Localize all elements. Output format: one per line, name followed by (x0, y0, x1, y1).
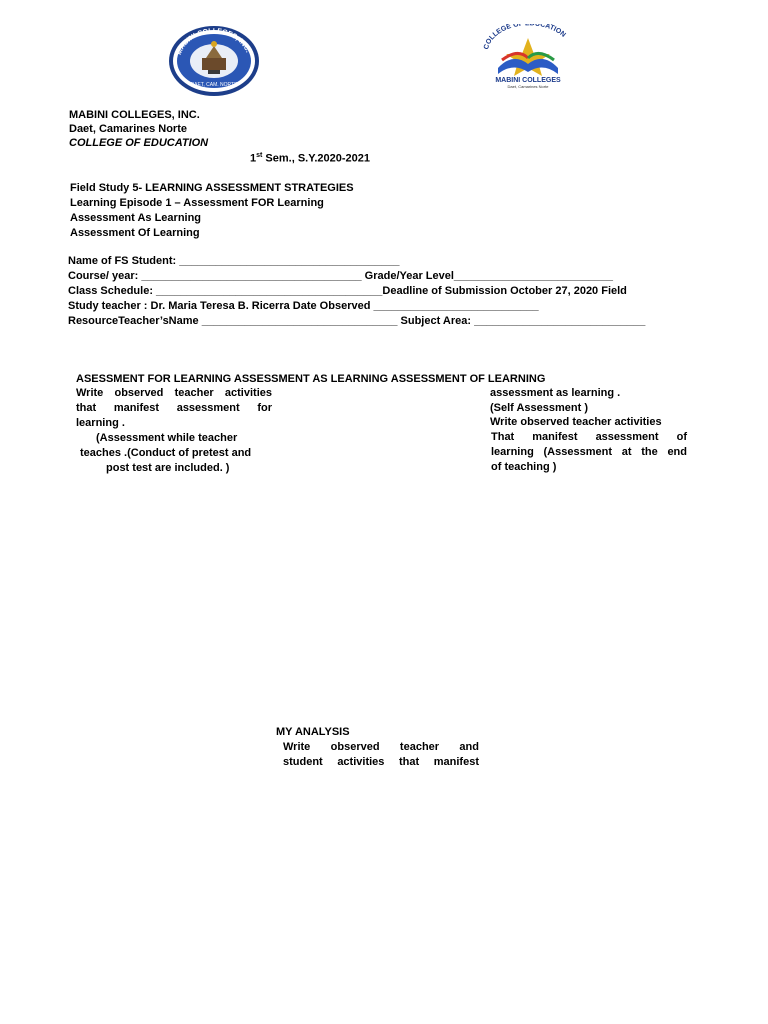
right-col-line-4: That manifest assessment of (491, 431, 687, 443)
my-analysis-line-1: Write observed teacher and (283, 741, 479, 753)
right-col-line-6: of teaching ) (491, 461, 557, 473)
left-col-line-4: (Assessment while teacher (96, 432, 238, 444)
field-study-title: Field Study 5- LEARNING ASSESSMENT STRATEGIES (70, 182, 354, 194)
semester-number: 1 (250, 152, 257, 165)
institution-name: MABINI COLLEGES, INC. (69, 109, 200, 121)
right-col-line-2: (Self Assessment ) (490, 402, 589, 414)
my-analysis-line-2: student activities that manifest (283, 756, 479, 768)
left-col-line-1: Write observed teacher activities (76, 387, 272, 399)
fs-student-name-field: Name of FS Student: ____________________________________ (68, 255, 400, 267)
course-year-field: Course/ year: ____________________________________ Grade/Year Level__________________________ (68, 270, 613, 282)
episode-title: Learning Episode 1 – Assessment FOR Learning (70, 197, 324, 209)
institution-location: Daet, Camarines Norte (69, 123, 187, 135)
right-col-line-3: Write observed teacher activities (490, 416, 662, 428)
svg-text:DAET, CAM. NORTE: DAET, CAM. NORTE (190, 82, 238, 88)
assessment-of-learning: Assessment Of Learning (70, 227, 200, 239)
study-teacher-field: Study teacher : Dr. Maria Teresa B. Ricerra Date Observed ___________________________ (68, 300, 539, 312)
svg-text:COLLEGE OF EDUCATION: COLLEGE OF UCATION (483, 24, 567, 51)
college-of-education-logo (478, 24, 578, 90)
semester-ordinal: st (256, 152, 263, 159)
college-name: COLLEGE OF EDUCATION (69, 137, 209, 149)
right-col-line-1: assessment as learning . (490, 387, 621, 399)
left-col-line-2: that manifest assessment for (76, 402, 272, 414)
svg-text:MABINI COLLEGES: MABINI COLLEGES (495, 77, 561, 84)
left-col-line-3: learning . (76, 417, 125, 429)
assessment-as-learning: Assessment As Learning (70, 212, 202, 224)
assessment-columns-heading: ASESSMENT FOR LEARNING ASSESSMENT AS LEARNING ASSESSMENT OF LEARNING (76, 373, 546, 385)
svg-text:MABINI COLLEGES, INC.: MABINI COLLEGES, INC. (175, 27, 252, 56)
left-col-line-5: teaches .(Conduct of pretest and (80, 447, 252, 459)
left-col-line-6: post test are included. ) (106, 462, 230, 474)
resource-teacher-field: ResourceTeacher’sName ________________________________ Subject Area: ____________________________ (68, 315, 646, 327)
semester-line (250, 152, 370, 165)
semester-year: Sem., S.Y.2020-2021 (262, 152, 370, 165)
svg-text:Daet, Camarines Norte: Daet, Camarines Norte (507, 84, 549, 89)
right-col-line-5: learning (Assessment at the end (491, 446, 687, 458)
my-analysis-title: MY ANALYSIS (276, 726, 350, 738)
class-schedule-field: Class Schedule: _____________________________________Deadline of Submission October 27, 2020 Field (68, 285, 627, 297)
mabini-colleges-seal-logo (166, 24, 262, 98)
